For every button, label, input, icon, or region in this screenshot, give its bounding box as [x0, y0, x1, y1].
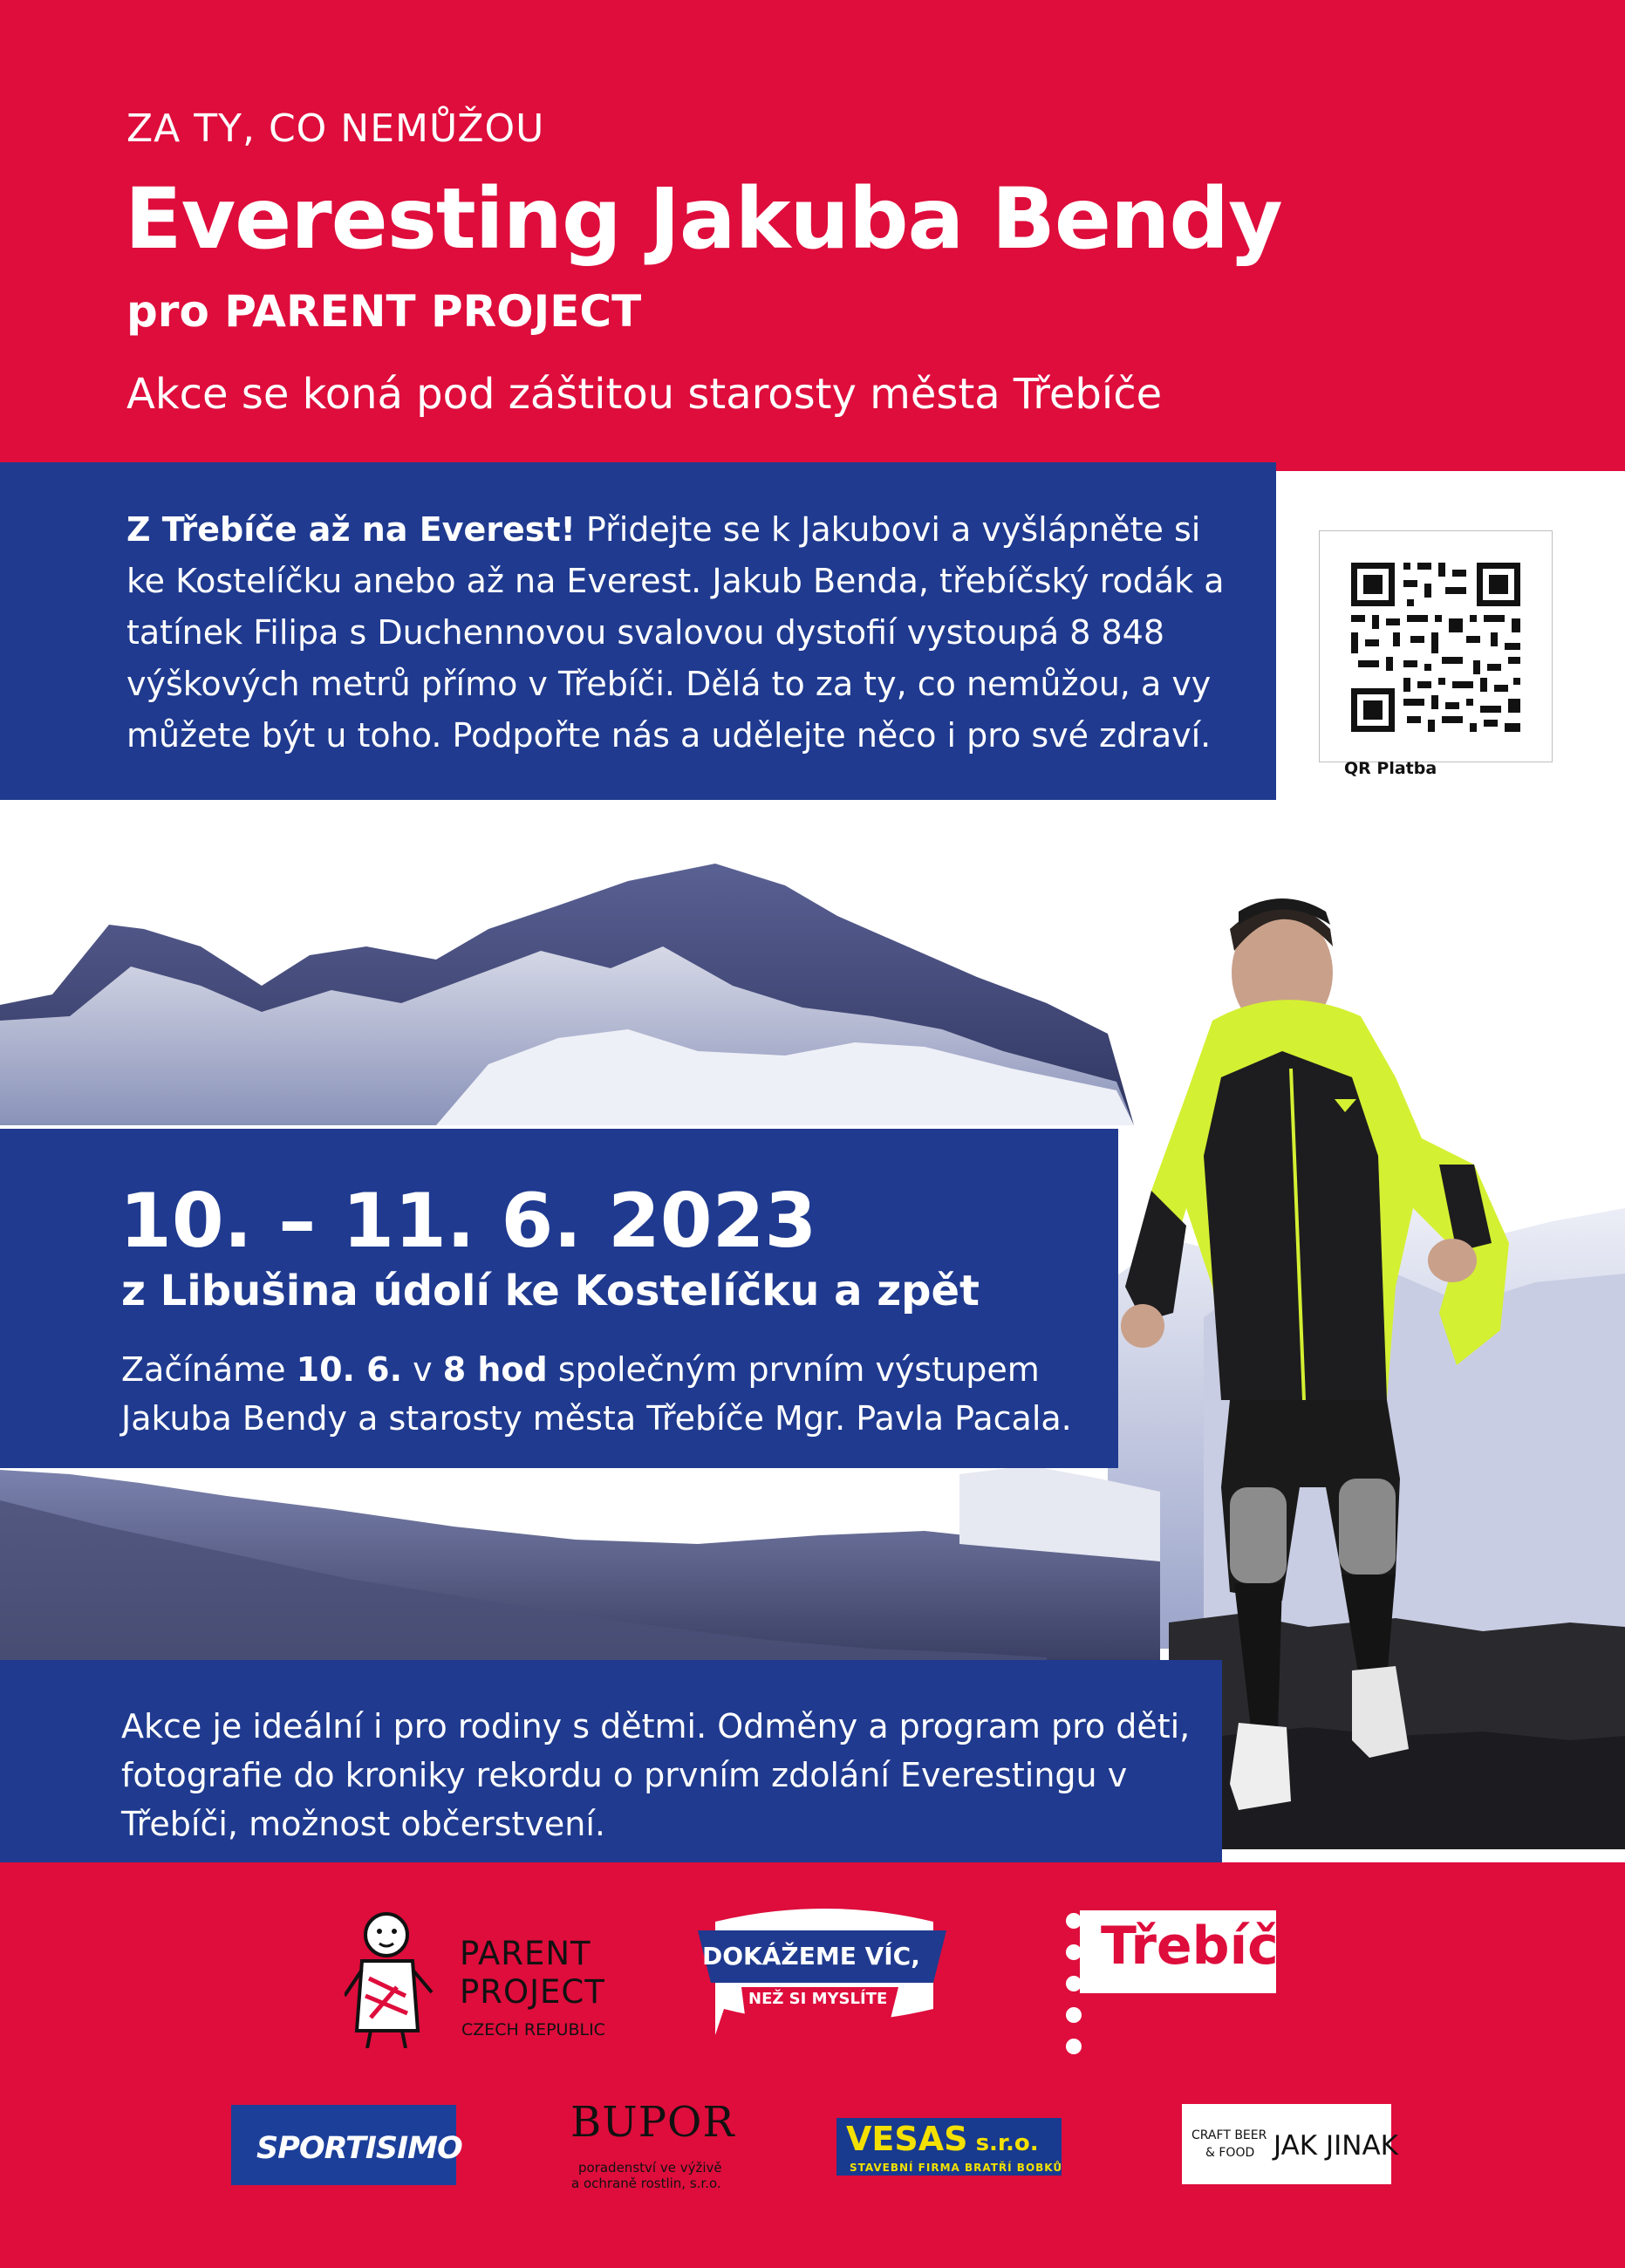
intro-body: Přidejte se k Jakubovi a vyšlápněte si ke Kostelíčku anebo až na Everest. Jakub Benda, třebíčský rodák a tatínek Filipa s Duchennovou svalovou dystofií vystoupá 8 848 výškových metrů přímo v Třebíči. Dělá to za ty, co nemůžou, a vy můžete být u toho. Podpořte nás a udělejte něco i pro své zdraví. — [126, 510, 1225, 755]
trebic-logo-text: Třebíč — [1101, 1916, 1279, 1977]
vesas-subtitle: STAVEBNÍ FIRMA BRATŘÍ BOBKŮ — [850, 2162, 1063, 2174]
families-text: Akce je ideální i pro rodiny s dětmi. Odměny a program pro děti, fotografie do kroniky rekordu o prvním zdolání Everestingu v Třebíči, možnost občerstvení. — [121, 1707, 1191, 1843]
page-title: Everesting Jakuba Bendy — [125, 170, 1282, 268]
header-kicker: ZA TY, CO NEMŮŽOU — [126, 106, 545, 151]
dokazeme-line2: NEŽ SI MYSLÍTE — [748, 1990, 888, 2008]
start-text-b: v — [402, 1350, 443, 1389]
jak-jinak-small-2: & FOOD — [1205, 2146, 1255, 2160]
vesas-text — [846, 2120, 1039, 2158]
patronage-text: Akce se koná pod záštitou starosty města Třebíče — [126, 370, 1163, 419]
intro-text — [126, 504, 1234, 762]
start-day: 10. 6. — [296, 1350, 403, 1389]
qr-code[interactable] — [1319, 530, 1553, 762]
bupor-logo: BUPOR — [570, 2098, 735, 2147]
parent-project-line1: PARENT — [460, 1935, 591, 1972]
vesas-suffix: s.r.o. — [975, 2130, 1039, 2156]
start-text-c: společným prvním výstupem Jakuba Bendy a starosty města Třebíče Mgr. Pavla Pacala. — [121, 1350, 1072, 1438]
jak-jinak-small-1: CRAFT BEER — [1191, 2128, 1267, 2142]
event-start-text — [121, 1345, 1116, 1443]
event-route: z Libušina údolí ke Kostelíčku a zpět — [121, 1267, 980, 1315]
parent-project-line2: PROJECT — [460, 1973, 605, 2011]
dokazeme-line1: DOKÁŽEME VÍC, — [702, 1942, 920, 1971]
start-hour: 8 hod — [442, 1350, 548, 1389]
qr-caption: QR Platba — [1344, 759, 1437, 778]
intro-lead: Z Třebíče až na Everest! — [126, 510, 576, 549]
jak-jinak-name: JAK JINAK — [1273, 2130, 1398, 2162]
page-subtitle: pro PARENT PROJECT — [126, 286, 642, 337]
sportisimo-text: SPORTISIMO — [256, 2131, 462, 2166]
start-text-a: Začínáme — [121, 1350, 297, 1389]
parent-project-line3: CZECH REPUBLIC — [461, 2020, 605, 2039]
bupor-subtitle-2: a ochraně rostlin, s.r.o. — [571, 2176, 721, 2191]
dokazeme-vic-badge — [698, 1904, 951, 2044]
qr-code-icon — [1320, 531, 1552, 762]
event-date: 10. – 11. 6. 2023 — [119, 1178, 817, 1265]
vesas-name: VESAS — [846, 2120, 968, 2158]
bupor-subtitle-1: poradenství ve výživě — [578, 2160, 722, 2176]
